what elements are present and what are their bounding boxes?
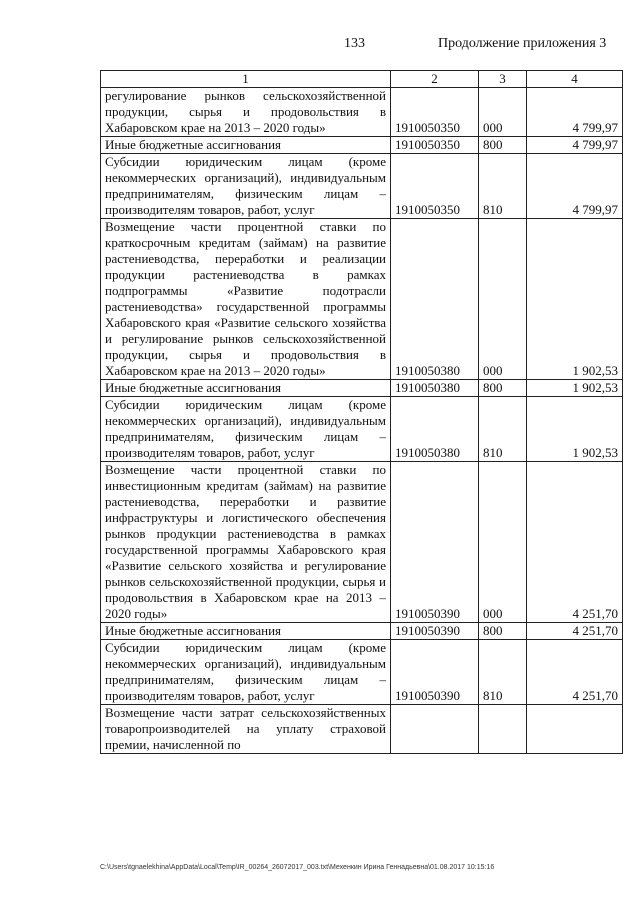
table-row [101, 462, 623, 623]
table-row [101, 397, 623, 462]
column-number: 4 [527, 71, 623, 88]
row-code: 1910050350 [391, 154, 479, 219]
row-amount: 4 799,97 [527, 154, 623, 219]
row-code: 1910050390 [391, 640, 479, 705]
row-description: Субсидии юридическим лицам (кроме некоммерческих организаций), индивидуальным предпринимателям, физическим лицам – производителям товаров, работ, услуг [101, 640, 391, 705]
row-description: Иные бюджетные ассигнования [101, 623, 391, 640]
row-amount: 4 251,70 [527, 462, 623, 623]
row-expense-type: 800 [479, 137, 527, 154]
row-amount: 1 902,53 [527, 380, 623, 397]
row-code: 1910050380 [391, 397, 479, 462]
column-number: 3 [479, 71, 527, 88]
page-number: 133 [344, 36, 365, 51]
row-expense-type: 000 [479, 88, 527, 137]
column-number: 1 [101, 71, 391, 88]
row-code: 1910050390 [391, 623, 479, 640]
row-code: 1910050350 [391, 88, 479, 137]
row-amount: 1 902,53 [527, 219, 623, 380]
row-description: Субсидии юридическим лицам (кроме некоммерческих организаций), индивидуальным предпринимателям, физическим лицам – производителям товаров, работ, услуг [101, 154, 391, 219]
column-number: 2 [391, 71, 479, 88]
row-amount [527, 705, 623, 754]
row-description: Возмещение части затрат сельскохозяйственных товаропроизводителей на уплату страховой премии, начисленной по [101, 705, 391, 754]
row-amount: 4 799,97 [527, 88, 623, 137]
budget-table [100, 70, 623, 754]
table-row [101, 88, 623, 137]
row-description: Субсидии юридическим лицам (кроме некоммерческих организаций), индивидуальным предпринимателям, физическим лицам – производителям товаров, работ, услуг [101, 397, 391, 462]
row-expense-type: 810 [479, 397, 527, 462]
row-expense-type: 800 [479, 380, 527, 397]
row-description: Возмещение части процентной ставки по инвестиционным кредитам (займам) на развитие растениеводства, переработки и развитие инфраструктуры и логистического обеспечения рынков продукции растениеводства в рамках государственной программы Хабаровского края «Развитие сельского хозяйства и регулирование рынков сельскохозяйственной продукции, сырья и продовольствия в Хабаровском крае на 2013 – 2020 годы» [101, 462, 391, 623]
row-expense-type: 810 [479, 640, 527, 705]
row-amount: 4 251,70 [527, 640, 623, 705]
footer-file-path: C:\Users\tgnaelekhina\AppData\Local\Temp\IR_00264_26072017_003.txt\Мехенкин Ирина Геннадьевна\01.08.2017 10:15:16 [100, 864, 495, 871]
table-row [101, 219, 623, 380]
row-expense-type: 810 [479, 154, 527, 219]
table-row [101, 623, 623, 640]
row-description: Возмещение части процентной ставки по краткосрочным кредитам (займам) на развитие растениеводства, переработки и реализации продукции растениеводства в рамках подпрограммы «Развитие подотрасли растениеводства» государственной программы Хабаровского края «Развитие сельского хозяйства и регулирование рынков сельскохозяйственной продукции, сырья и продовольствия в Хабаровском крае на 2013 – 2020 годы» [101, 219, 391, 380]
row-code: 1910050380 [391, 219, 479, 380]
row-code [391, 705, 479, 754]
row-expense-type: 000 [479, 462, 527, 623]
row-description: Иные бюджетные ассигнования [101, 380, 391, 397]
table-row [101, 137, 623, 154]
table-row [101, 380, 623, 397]
row-description: регулирование рынков сельскохозяйственной продукции, сырья и продовольствия в Хабаровском крае на 2013 – 2020 годы» [101, 88, 391, 137]
table-row [101, 705, 623, 754]
table-row [101, 154, 623, 219]
row-expense-type [479, 705, 527, 754]
row-code: 1910050350 [391, 137, 479, 154]
row-expense-type: 000 [479, 219, 527, 380]
row-description: Иные бюджетные ассигнования [101, 137, 391, 154]
table-row [101, 640, 623, 705]
row-code: 1910050390 [391, 462, 479, 623]
row-amount: 1 902,53 [527, 397, 623, 462]
row-amount: 4 251,70 [527, 623, 623, 640]
row-code: 1910050380 [391, 380, 479, 397]
column-number-row [101, 71, 623, 88]
row-amount: 4 799,97 [527, 137, 623, 154]
row-expense-type: 800 [479, 623, 527, 640]
continuation-label: Продолжение приложения 3 [438, 36, 607, 51]
